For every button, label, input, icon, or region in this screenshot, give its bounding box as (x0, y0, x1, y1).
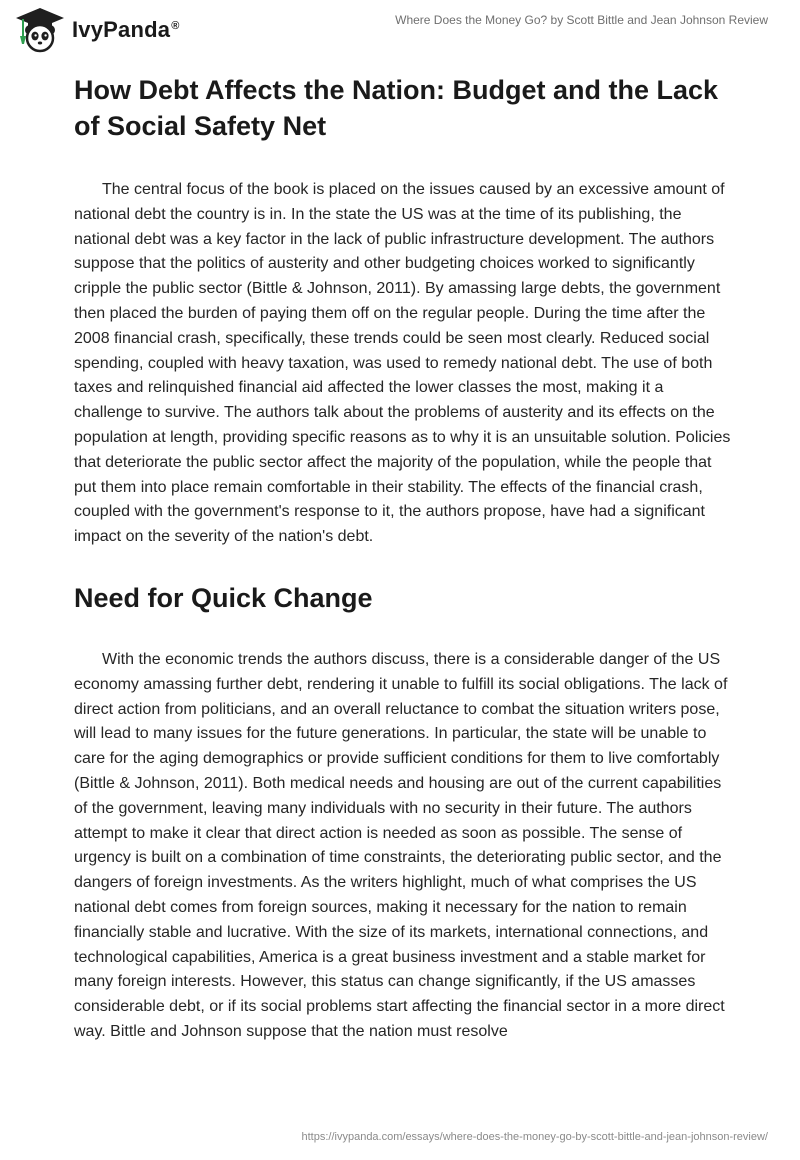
source-url[interactable]: https://ivypanda.com/essays/where-does-the-money-go-by-scott-bittle-and-jean-johnson-review/ (301, 1131, 768, 1143)
panda-graduate-icon (14, 6, 66, 54)
brand-name: IvyPanda® (72, 17, 180, 42)
brand-logo[interactable] (14, 6, 180, 54)
section-paragraph-debt: The central focus of the book is placed on the issues caused by an excessive amount of national debt the country is in. In the state the US was at the time of its publishing, the national debt was a key factor in the lack of public infrastructure development. The authors suppose that the politics of austerity and other budgeting choices worked to significantly cripple the public sector (Bittle & Johnson, 2011). By amassing large debts, the government then placed the burden of paying them off on the regular people. During the time after the 2008 financial crash, specifically, these trends could be seen most clearly. Reduced social spending, coupled with heavy taxation, was used to remedy national debt. The use of both taxes and relinquished financial aid affected the lower classes the most, making it a challenge to survive. The authors talk about the problems of austerity and its effects on the population at length, providing specific reasons as to why it is an unsuitable solution. Policies that deteriorate the public sector affect the majority of the population, while the people that put them into place remain comfortable in their stability. The effects of the financial crash, coupled with the government's response to it, the authors propose, have had a significant impact on the severity of the nation's debt. (74, 181, 731, 546)
section-heading-change: Need for Quick Change (74, 582, 373, 613)
essay-body (74, 72, 734, 1075)
document-title: Where Does the Money Go? by Scott Bittle and Jean Johnson Review (395, 13, 768, 27)
section-heading-debt: How Debt Affects the Nation: Budget and the Lack of Social Safety Net (74, 75, 719, 141)
section-paragraph-change: With the economic trends the authors discuss, there is a considerable danger of the US economy amassing further debt, rendering it unable to fulfill its social obligations. The lack of direct action from politicians, and an overall reluctance to combat the situation writers pose, will lead to many issues for the future generations. In particular, the state will be unable to care for the aging demographics or provide sufficient conditions for them to live comfortably (Bittle & Johnson, 2011). Both medical needs and housing are out of the current capabilities of the government, leaving many individuals with no security in their future. The authors attempt to make it clear that direct action is needed as soon as possible. The sense of urgency is built on a combination of time constraints, the deteriorating public sector, and the dangers of foreign investments. As the writers highlight, much of what comprises the US national debt comes from foreign sources, making it necessary for the nation to remain financially stable and lucrative. With the size of its markets, international connections, and technological capabilities, America is a great business investment and a stable market for many foreign interests. However, this status can change significantly, if the US amasses considerable debt, or if its social problems start affecting the financial sector in a more direct way. Bittle and Johnson suppose that the nation must resolve (74, 650, 728, 1040)
registered-mark: ® (171, 19, 180, 32)
page-header (0, 0, 800, 60)
